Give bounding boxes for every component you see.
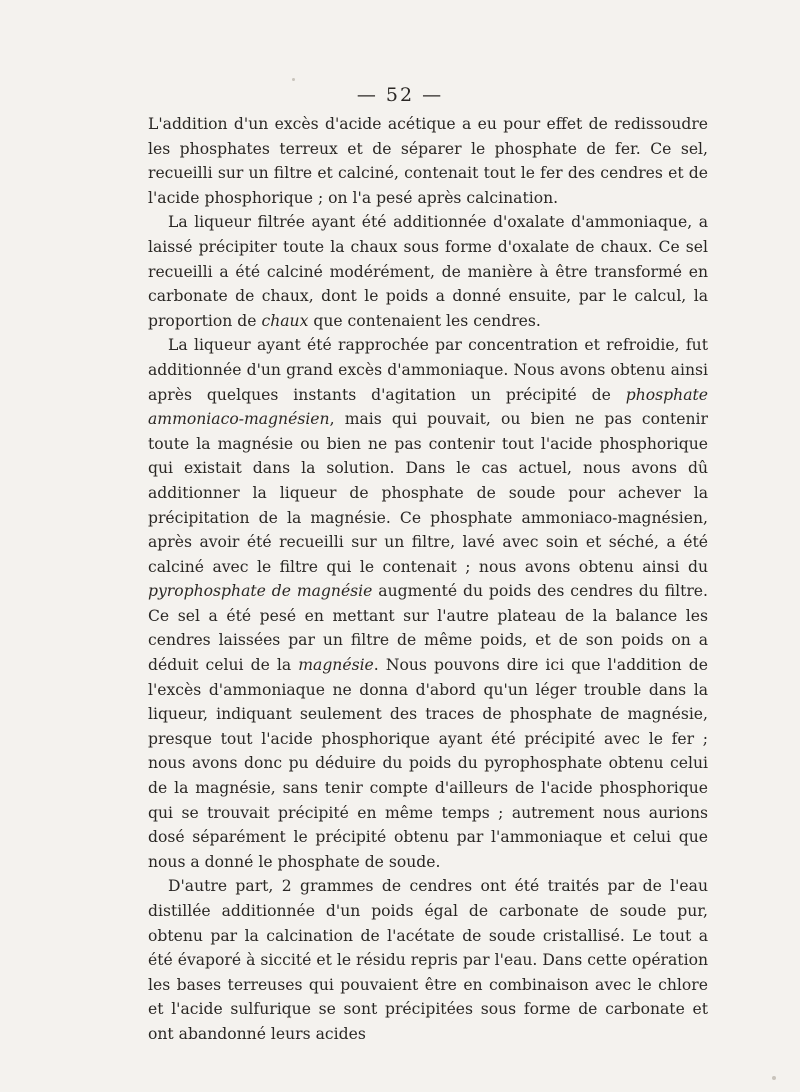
page-number: — 52 — (356, 84, 444, 106)
text-run: La liqueur filtrée ayant été additionnée d'oxalate d'ammoniaque, a laissé précipiter toute la chaux sous forme d'oxalate de chaux. Ce sel recueilli a été calciné modérément, de manière à être transformé en carbonate de chaux, dont le poids a donné ensuite, par le calcul, la proportion de (148, 213, 708, 330)
text-run: La liqueur ayant été rapprochée par concentration et refroidie, fut additionnée d'un grand excès d'ammoniaque. Nous avons obtenu ainsi après quelques instants d'agitation un précipité de (148, 336, 708, 404)
paper-speck (292, 78, 295, 81)
paragraph (148, 874, 708, 1046)
text-run: augmenté du poids des cendres du filtre. Ce sel a été pesé en mettant sur l'autre plateau de la balance les cendres laissées par un filtre de même poids, et de son poids on a déduit celui de la (148, 582, 708, 675)
italic-term: magnésie (298, 656, 374, 675)
italic-term: chaux (261, 311, 309, 330)
body-text (148, 112, 708, 1047)
text-run: . Nous pouvons dire ici que l'addition de l'excès d'ammoniaque ne donna d'abord qu'un léger trouble dans la liqueur, indiquant seulement des traces de phosphate de magnésie, presque tout l'acide phosphorique ayant été précipité avec le fer ; nous avons donc pu déduire du poids du pyrophosphate obtenu celui de la magnésie, sans tenir compte d'ailleurs de l'acide phosphorique qui se trouvait précipité en même temps ; autrement nous aurions dosé séparément le précipité obtenu par l'ammoniaque et celui que nous a donné le phosphate de soude. (148, 656, 708, 871)
paragraph (148, 112, 708, 210)
text-run: que contenaient les cendres. (308, 311, 541, 330)
paragraph (148, 210, 708, 333)
text-run: L'addition d'un excès d'acide acétique a eu pour effet de redissoudre les phosphates terreux et de séparer le phosphate de fer. Ce sel, recueilli sur un filtre et calciné, contenait tout le fer des cendres et de l'acide phosphorique ; on l'a pesé après calcination. (148, 115, 708, 207)
paper-speck (772, 1076, 776, 1080)
paragraph (148, 333, 708, 874)
text-run: D'autre part, 2 grammes de cendres ont été traités par de l'eau distillée additionnée d'un poids égal de carbonate de soude pur, obtenu par la calcination de l'acétate de soude cristallisé. Le tout a été évaporé à siccité et le résidu repris par l'eau. Dans cette opération les bases terreuses qui pouvaient être en combinaison avec le chlore et l'acide sulfurique se sont précipitées sous forme de carbonate et ont abandonné leurs acides (148, 877, 708, 1043)
italic-term: pyrophosphate de magnésie (148, 582, 373, 601)
italic-term: phosphate ammoniaco-magnésien (148, 385, 708, 429)
text-run: , mais qui pouvait, ou bien ne pas contenir toute la magnésie ou bien ne pas contenir tout l'acide phosphorique qui existait dans la solution. Dans le cas actuel, nous avons dû additionner la liqueur de phosphate de soude pour achever la précipitation de la magnésie. Ce phosphate ammoniaco-magnésien, après avoir été recueilli sur un filtre, lavé avec soin et séché, a été calciné avec le filtre qui le contenait ; nous avons obtenu ainsi du (148, 410, 708, 576)
